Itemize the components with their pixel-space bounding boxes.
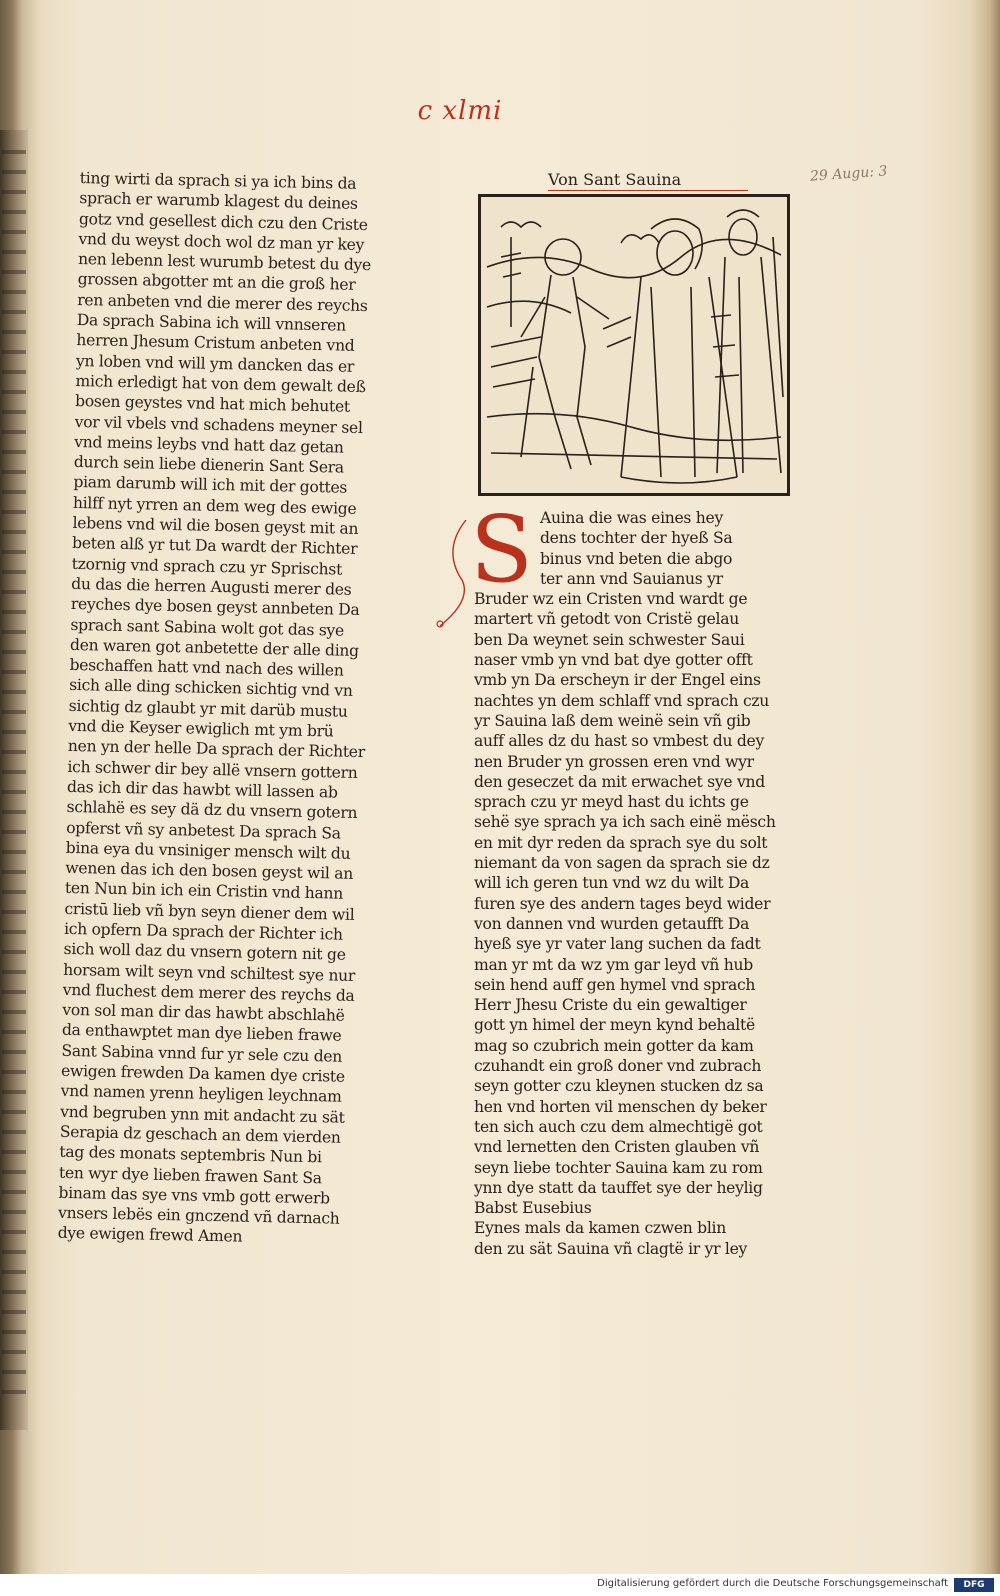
left-page-edge: [0, 130, 28, 1430]
text-line: binus vnd beten die abgo: [540, 549, 733, 568]
text-line: ben Da weynet sein schwester Saui: [474, 630, 745, 649]
text-line: Da sprach Sabina ich will vnnseren: [76, 311, 347, 335]
text-line: Bruder wz ein Cristen vnd wardt ge: [474, 590, 748, 609]
text-line: hyeß sye yr vater lang suchen da fadt: [474, 935, 761, 954]
text-line: vnd die Keyser ewiglich mt ym brü: [68, 716, 334, 741]
text-line: vnd du weyst doch wol dz man yr key: [78, 229, 365, 254]
text-line: binam das sye vns vmb gott erwerb: [58, 1183, 330, 1208]
text-line: ich opfern Da sprach der Richter ich: [63, 919, 343, 944]
text-line: czuhandt ein groß doner vnd zubrach: [474, 1057, 762, 1076]
text-line: vnd fluchest dem merer des reychs da: [62, 980, 355, 1005]
text-line: beschaffen hatt vnd nach des willen: [69, 656, 344, 680]
text-line: mag so czubrich mein gotter da kam: [474, 1036, 754, 1055]
text-line: sprach sant Sabina wolt got das sye: [70, 615, 345, 640]
text-line: mich erledigt hat von dem gewalt deß: [75, 371, 366, 396]
right-text-column: [474, 508, 806, 1259]
text-line: Eynes mals da kamen czwen blin: [474, 1219, 726, 1238]
text-line: vnd meins leybs vnd hatt daz getan: [74, 432, 344, 457]
text-line: naser vmb yn vnd bat dye gotter offt: [474, 651, 753, 670]
text-line: den zu sät Sauina vñ clagtë ir yr ley: [474, 1239, 748, 1258]
initial-flourish: [432, 520, 472, 630]
text-line: gotz vnd gesellest dich czu den Criste: [78, 209, 368, 234]
text-line: en mit dyr reden da sprach sye du solt: [474, 833, 768, 852]
footer-bar: [0, 1574, 1000, 1596]
text-line: lebens vnd wil die bosen geyst mit an: [72, 513, 359, 538]
text-line: dens tochter der hyeß Sa: [540, 529, 733, 548]
text-line: wenen das ich den bosen geyst wil an: [65, 858, 354, 883]
text-line: auff alles dz du hast so vmbest du dey: [474, 732, 764, 751]
text-line: ter ann vnd Sauianus yr: [540, 569, 723, 588]
woodcut-illustration: [478, 194, 790, 496]
text-line: dye ewigen frewd Amen: [57, 1224, 243, 1247]
folio-number: c xlmi: [417, 96, 503, 126]
text-line: seyn liebe tochter Sauina kam zu rom: [474, 1158, 763, 1177]
text-line: von dannen vnd wurden getaufft Da: [474, 914, 750, 933]
text-line: furen sye des andern tages beyd wider: [474, 894, 771, 913]
text-line: grossen abgotter mt an die groß her: [77, 270, 356, 295]
text-line: martert vñ getodt von Cristë gelau: [474, 610, 739, 629]
left-text-column: [57, 168, 401, 1250]
text-line: ich schwer dir bey allë vnsern gottern: [67, 757, 358, 782]
text-line: sich woll daz du vnsern gotern nit ge: [63, 940, 346, 965]
text-line: nen Bruder yn grossen eren vnd wyr: [474, 752, 754, 771]
text-line: vnd begruben ynn mit andacht zu sät: [60, 1102, 345, 1127]
text-line: sehë sye sprach ya ich sach einë mësch: [474, 813, 776, 832]
text-line: ten wyr dye lieben frawen Sant Sa: [58, 1163, 322, 1187]
text-line: vnd lernetten den Cristen glauben vñ: [474, 1138, 760, 1157]
text-line: das ich dir das hawbt will lassen ab: [66, 777, 338, 802]
text-line: nen yn der helle Da sprach der Richter: [67, 737, 366, 762]
text-line: man yr mt da wz ym gar leyd vñ hub: [474, 955, 753, 974]
text-line: herren Jhesum Cristum anbeten vnd: [76, 331, 355, 356]
text-line: schlahë es sey dä dz du vnsern gotern: [66, 798, 358, 823]
text-line: Babst Eusebius: [474, 1199, 592, 1218]
text-line: Sant Sabina vnnd fur yr sele czu den: [61, 1041, 343, 1066]
margin-note: 29 Augu: 3: [809, 163, 888, 185]
text-line: von sol man dir das hawbt abschlahë: [62, 1000, 345, 1025]
text-line: du das die herren Augusti merer des: [71, 574, 352, 599]
text-line: will ich geren tun vnd wz du wilt Da: [474, 874, 750, 893]
text-line: da enthawptet man dye lieben frawe: [61, 1021, 342, 1046]
text-line: nen lebenn lest wurumb betest du dye: [77, 250, 372, 275]
text-line: Auina die was eines hey: [540, 509, 723, 527]
chapter-title: Von Sant Sauina: [548, 170, 748, 191]
text-line: Serapia dz geschach an dem vierden: [59, 1122, 341, 1147]
text-line: tzornig vnd sprach czu yr Sprischst: [71, 554, 343, 579]
text-line: bosen geystes vnd hat mich behutet: [74, 392, 351, 416]
text-line: den geseczet da mit erwachet sye vnd: [474, 772, 765, 791]
text-line: reyches dye bosen geyst annbeten Da: [70, 595, 360, 620]
text-line: vnsers lebës ein gnczend vñ darnach: [57, 1203, 340, 1228]
left-page-text-fragment: [2, 150, 26, 1410]
text-line: ynn dye statt da tauffet sye der heylig: [474, 1178, 763, 1197]
woodcut-drawing: [481, 197, 787, 493]
text-line: horsam wilt seyn vnd schiltest sye nur: [63, 960, 356, 985]
text-line: ten Nun bin ich ein Cristin vnd hann: [64, 879, 344, 904]
text-line: sprach czu yr meyd hast du ichts ge: [474, 793, 749, 812]
text-line: ting wirti da sprach si ya ich bins da: [79, 168, 357, 193]
text-line: opferst vñ sy anbetest Da sprach Sa: [65, 818, 341, 843]
text-line: vnd namen yrenn heyligen leychnam: [60, 1082, 342, 1107]
text-line: sein hend auff gen hymel vnd sprach: [474, 975, 756, 994]
text-line: bina eya du vnsiniger mensch wilt du: [65, 838, 351, 863]
text-line: niemant da von sagen da sprach sie dz: [474, 854, 770, 873]
text-line: Herr Jhesu Criste du ein gewaltiger: [474, 996, 747, 1015]
text-line: durch sein liebe dienerin Sant Sera: [73, 453, 345, 477]
text-line: nachtes yn dem schlaff vnd sprach czu: [474, 691, 770, 710]
text-line: yr Sauina laß dem weinë sein vñ gib: [474, 711, 751, 730]
dfg-logo: DFG: [954, 1578, 994, 1592]
text-line: den waren got anbetette der alle ding: [69, 635, 360, 660]
text-line: sich alle ding schicken sichtig vnd vn: [68, 676, 353, 701]
footer-credit: Digitalisierung gefördert durch die Deutsche Forschungsgemeinschaft: [597, 1578, 948, 1589]
text-line: hilff nyt yrren an dem weg des ewige: [72, 493, 357, 518]
text-line: ren anbeten vnd die merer des reychs: [77, 290, 368, 315]
text-line: beten alß yr tut Da wardt der Richter: [71, 534, 358, 559]
text-line: vmb yn Da erscheyn ir der Engel eins: [474, 671, 761, 690]
drop-capital: S: [470, 496, 534, 603]
text-line: seyn gotter czu kleynen stucken dz sa: [474, 1077, 764, 1096]
text-line: hen vnd horten vil menschen dy beker: [474, 1097, 767, 1116]
text-line: sichtig dz glaubt yr mit darüb mustu: [68, 696, 348, 721]
text-line: gott yn himel der meyn kynd behaltë: [474, 1016, 755, 1035]
text-line: vor vil vbels vnd schadens meyner sel: [74, 412, 363, 437]
text-line: tag des monats septembris Nun bi: [59, 1143, 322, 1167]
text-line: cristū lieb vñ byn seyn diener dem wil: [64, 899, 355, 924]
text-line: piam darumb will ich mit der gottes: [73, 473, 348, 498]
text-line: sprach er warumb klagest du deines: [79, 189, 358, 214]
text-line: ten sich auch czu dem almechtigë got: [474, 1117, 763, 1136]
text-line: ewigen frewden Da kamen dye criste: [60, 1061, 345, 1086]
text-line: yn loben vnd will ym dancken das er: [75, 351, 355, 376]
